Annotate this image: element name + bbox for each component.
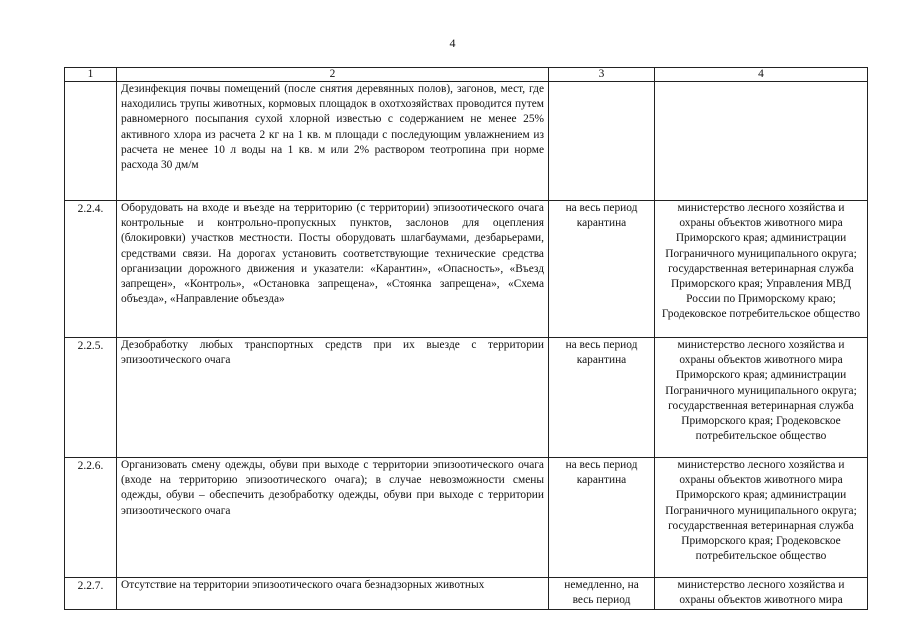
- row-responsible: министерство лесного хозяйства и охраны объектов животного мира Приморского края; администрации Пограничного муниципального округа; государственная ветеринарная служба Приморского края; Гродековское потребительское общество: [655, 338, 868, 458]
- row-responsible: министерство лесного хозяйства и охраны объектов животного мира: [655, 578, 868, 610]
- row-action: Организовать смену одежды, обуви при выходе с территории эпизоотического очага (входе на территорию эпизоотического очага); в случае невозможности смены одежды, обуви – обеспечить дезобработку одежды, обуви при выходе с территории эпизоотического очага: [117, 458, 549, 578]
- table-header-row: [65, 68, 868, 82]
- row-term: немедленно, на весь период: [549, 578, 655, 610]
- row-number: [65, 82, 117, 201]
- row-action: Дезобработку любых транспортных средств при их выезде с территории эпизоотического очага: [117, 338, 549, 458]
- row-number: 2.2.6.: [65, 458, 117, 578]
- table-row: [65, 201, 868, 338]
- row-term: [549, 82, 655, 201]
- header-cell: 4: [655, 68, 868, 82]
- row-responsible: министерство лесного хозяйства и охраны объектов животного мира Приморского края; администрации Пограничного муниципального округа; государственная ветеринарная служба Приморского края; Управления МВД России по Приморскому краю; Гродековское потребительское общество: [655, 201, 868, 338]
- table-row: [65, 458, 868, 578]
- row-action: Оборудовать на входе и въезде на территорию (с территории) эпизоотического очага контрольные и контрольно-пропускных пунктов, заслонов для оцепления (блокировки) участков местности. Посты оборудовать шлагбаумами, дезбарьерами, средствами связи. На дорогах установить соответствующие технические средства организации дорожного движения и указатели: «Карантин», «Опасность», «Въезд запрещен», «Контроль», «Остановка запрещена», «Стоянка запрещена», «Схема объезда», «Направление объезда»: [117, 201, 549, 338]
- row-responsible: [655, 82, 868, 201]
- row-responsible: министерство лесного хозяйства и охраны объектов животного мира Приморского края; администрации Пограничного муниципального округа; государственная ветеринарная служба Приморского края; Гродековское потребительское общество: [655, 458, 868, 578]
- header-cell: 2: [117, 68, 549, 82]
- table-row: [65, 578, 868, 610]
- row-action: Отсутствие на территории эпизоотического очага безнадзорных животных: [117, 578, 549, 610]
- row-number: 2.2.7.: [65, 578, 117, 610]
- row-term: на весь период карантина: [549, 458, 655, 578]
- header-cell: 3: [549, 68, 655, 82]
- table-row: [65, 338, 868, 458]
- row-term: на весь период карантина: [549, 201, 655, 338]
- page-number: 4: [449, 36, 456, 50]
- row-number: 2.2.4.: [65, 201, 117, 338]
- row-term: на весь период карантина: [549, 338, 655, 458]
- measures-table: [64, 67, 868, 610]
- table-row: [65, 82, 868, 201]
- header-cell: 1: [65, 68, 117, 82]
- row-number: 2.2.5.: [65, 338, 117, 458]
- row-action: Дезинфекция почвы помещений (после снятия деревянных полов), загонов, мест, где находились трупы животных, кормовых площадок в охотхозяйствах проводится путем равномерного посыпания сухой хлорной известью с содержанием не менее 25% активного хлора из расчета 2 кг на 1 кв. м площади с последующим увлажнением из расчета не менее 10 л воды на 1 кв. м или 2% раствором теотропина при норме расхода 30 дм/м: [117, 82, 549, 201]
